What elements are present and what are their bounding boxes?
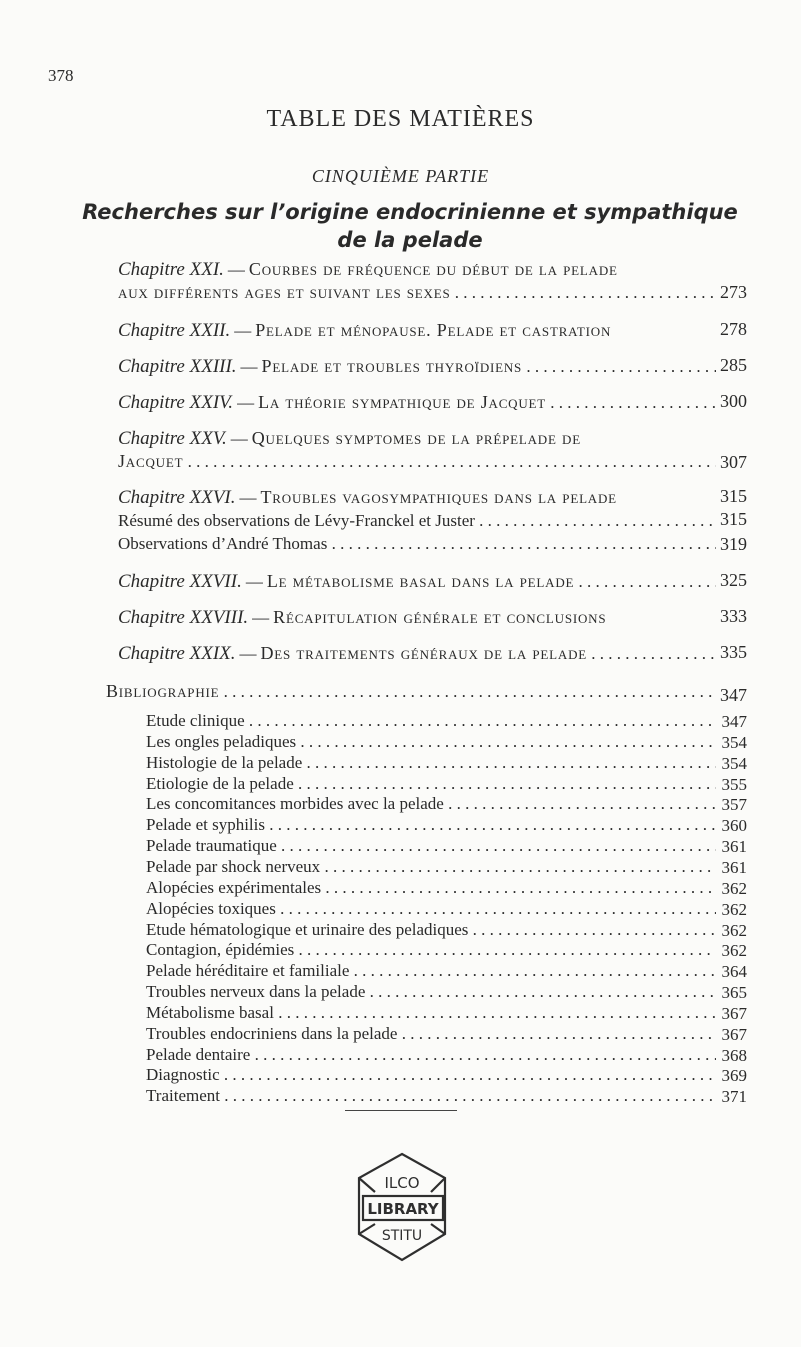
closing-rule xyxy=(345,1110,457,1111)
bibliography-page: 347 xyxy=(720,685,747,705)
bibliography-item: Métabolisme basal . . . xyxy=(146,1002,716,1023)
toc-entry: Chapitre XXVIII. — Récapitulation générale et conclusions xyxy=(118,607,607,628)
section-title-line-2: de la pelade xyxy=(337,228,483,252)
toc-page: 300 xyxy=(720,391,747,411)
toc-entry: Chapitre XXV. — Quelques symptomes de la prépelade de Jacquet . . . xyxy=(118,427,716,473)
chapter-title-continued: aux différents ages et suivant les sexes xyxy=(118,282,451,302)
bibliography-item: Alopécies expérimentales . . . xyxy=(146,877,716,898)
bibliography-item-page: 361 xyxy=(721,837,747,857)
part-label: CINQUIÈME PARTIE xyxy=(311,166,490,186)
toc-entry: Chapitre XXIX. — Des traitements généraux de la pelade . . . xyxy=(118,642,716,665)
toc-page: 307 xyxy=(720,452,747,472)
toc-page: 315 xyxy=(720,509,747,529)
section-title xyxy=(40,198,780,254)
toc-page: 335 xyxy=(720,642,747,662)
toc-page: 285 xyxy=(720,355,747,375)
bibliography-item-page: 364 xyxy=(721,962,747,982)
toc-page: 315 xyxy=(720,486,747,506)
bibliography-item-page: 362 xyxy=(721,941,747,961)
chapter-title: Quelques symptomes de la prépelade de xyxy=(251,428,581,448)
bibliography-item-page: 347 xyxy=(721,712,747,731)
chapter-title-continued: Jacquet xyxy=(118,451,184,471)
toc-entry: Chapitre XXII. — Pelade et ménopause. Pelade et castration xyxy=(118,320,612,341)
stamp-top-text: ILCO xyxy=(384,1174,420,1192)
bibliography-item-page: 362 xyxy=(721,899,747,919)
bibliography-item: Les concomitances morbides avec la pelade . . . xyxy=(146,793,716,814)
chapter-subentry: Résumé des observations de Lévy-Franckel et Juster . . . xyxy=(118,509,716,532)
toc-entry: Chapitre XXVI. — Troubles vagosympathiques dans la pelade xyxy=(118,487,617,508)
chapter-title: Courbes de fréquence du début de la pelade xyxy=(248,259,618,279)
bibliography-item-page: 357 xyxy=(721,795,747,815)
chapter-label: Chapitre XXV. xyxy=(118,428,227,449)
toc-entry xyxy=(118,509,716,532)
bibliography-heading-row xyxy=(106,680,716,703)
toc-page: 333 xyxy=(720,606,747,626)
bibliography-item-page: 371 xyxy=(721,1087,747,1107)
chapter-title: Récapitulation générale et conclusions xyxy=(273,607,607,627)
chapter-title: La théorie sympathique de Jacquet xyxy=(258,392,547,412)
bibliography-item: Diagnostic . . . xyxy=(146,1064,716,1085)
bibliography-item-page: 367 xyxy=(721,1024,747,1044)
running-title: TABLE DES MATIÈRES xyxy=(266,106,535,132)
bibliography-item: Pelade dentaire . . . xyxy=(146,1044,716,1065)
bibliography-item: Les ongles peladiques . . . xyxy=(146,731,716,752)
bibliography-item-page: 362 xyxy=(721,878,747,898)
bibliography-item: Etude clinique . . . xyxy=(146,710,716,731)
bibliography-item-page: 354 xyxy=(721,732,747,752)
chapter-title: Le métabolisme basal dans la pelade xyxy=(266,571,575,591)
toc-entry: Chapitre XXIV. — La théorie sympathique de Jacquet . . . xyxy=(118,391,716,414)
bibliography-item: Etude hématologique et urinaire des peladiques . . . xyxy=(146,919,716,940)
bibliography-item: Pelade et syphilis . . . xyxy=(146,814,716,835)
toc-page: 273 xyxy=(720,282,747,302)
bibliography-item-page: 368 xyxy=(721,1045,747,1065)
stamp-bottom-text: STITU xyxy=(381,1228,423,1244)
bibliography-item: Pelade par shock nerveux . . . xyxy=(146,856,716,877)
bibliography-item-page: 365 xyxy=(721,983,747,1003)
bibliography-item-page: 367 xyxy=(721,1003,747,1023)
section-title-line-1: Recherches sur l’origine endocrinienne et sympathique xyxy=(82,200,738,224)
chapter-title: Des traitements généraux de la pelade xyxy=(260,643,588,663)
bibliography-item-page: 360 xyxy=(721,816,747,836)
bibliography-item: Etiologie de la pelade . . . xyxy=(146,773,716,794)
chapter-label: Chapitre XXVI. xyxy=(118,487,236,508)
bibliography-item: Troubles endocriniens dans la pelade . . . xyxy=(146,1023,716,1044)
bibliography-item-page: 355 xyxy=(721,774,747,794)
toc-entry: Chapitre XXVII. — Le métabolisme basal dans la pelade . . . xyxy=(118,570,716,593)
chapter-label: Chapitre XXIV. xyxy=(118,392,234,413)
chapter-subentry: Observations d’André Thomas . . . xyxy=(118,532,716,555)
chapter-title: Pelade et ménopause. Pelade et castration xyxy=(255,320,612,340)
page-number: 378 xyxy=(48,66,74,85)
bibliography-title: Bibliographie xyxy=(106,681,220,701)
bibliography-item: Pelade traumatique . . . xyxy=(146,835,716,856)
bibliography-item: Traitement . . . xyxy=(146,1085,716,1106)
toc-entry: Chapitre XXIII. — Pelade et troubles thyroïdiens . . . xyxy=(118,355,716,378)
chapter-label: Chapitre XXVII. xyxy=(118,571,242,592)
bibliography-item: Troubles nerveux dans la pelade . . . xyxy=(146,981,716,1002)
bibliography-item-page: 361 xyxy=(721,857,747,877)
toc-page: 278 xyxy=(720,319,747,339)
bibliography-item: Pelade héréditaire et familiale . . . xyxy=(146,960,716,981)
toc-page: 325 xyxy=(720,570,747,590)
stamp-library-text: LIBRARY xyxy=(367,1200,439,1218)
bibliography-item: Contagion, épidémies . . . xyxy=(146,939,716,960)
toc-page: 319 xyxy=(720,534,747,554)
library-stamp-icon xyxy=(345,1148,460,1268)
toc-entry xyxy=(118,532,716,555)
bibliography-item: Histologie de la pelade . . . xyxy=(146,752,716,773)
bibliography-item-page: 369 xyxy=(721,1066,747,1086)
toc-entry: Chapitre XXI. — Courbes de fréquence du début de la pelade aux différents ages et suivant les sexes . . . xyxy=(118,258,716,304)
chapter-label: Chapitre XXII. xyxy=(118,320,231,341)
chapter-title: Pelade et troubles thyroïdiens xyxy=(261,356,523,376)
chapter-label: Chapitre XXI. xyxy=(118,259,224,280)
chapter-label: Chapitre XXIII. xyxy=(118,356,237,377)
bibliography-item-page: 354 xyxy=(721,753,747,773)
bibliography-item: Alopécies toxiques . . . xyxy=(146,898,716,919)
chapter-label: Chapitre XXIX. xyxy=(118,643,236,664)
bibliography-item-page: 362 xyxy=(721,920,747,940)
chapter-label: Chapitre XXVIII. xyxy=(118,607,249,628)
chapter-title: Troubles vagosympathiques dans la pelade xyxy=(260,487,617,507)
